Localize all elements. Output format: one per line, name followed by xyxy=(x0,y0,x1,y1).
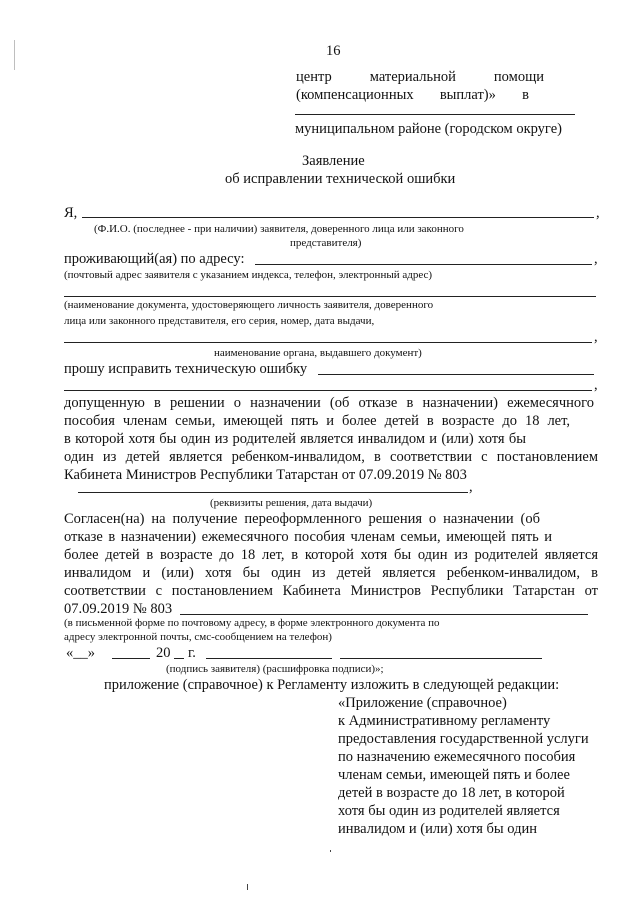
error-field-line[interactable] xyxy=(318,374,594,375)
fio-hint: (Ф.И.О. (последнее - при наличии) заявителя, доверенного лица или законного xyxy=(94,223,464,235)
document-hint: (наименование документа, удостоверяющего личность заявителя, доверенного xyxy=(64,299,434,311)
appendix-line: по назначению ежемесячного пособия xyxy=(338,749,576,765)
document-subtitle: об исправлении технической ошибки xyxy=(225,171,456,187)
scan-dot-mark xyxy=(247,884,248,890)
appendix-line: членам семьи, имеющей пять и более xyxy=(338,767,570,783)
signature-transcript-line[interactable] xyxy=(340,658,542,659)
address-label: проживающий(ая) по адресу: xyxy=(64,251,245,267)
appendix-line: предоставления государственной услуги xyxy=(338,731,589,747)
header-word: (компенсационных xyxy=(296,87,414,103)
paragraph-2-line: отказе в назначении) ежемесячного пособия членам семьи, имеющей пять и xyxy=(64,529,552,545)
appendix-line: к Административному регламенту xyxy=(338,713,551,729)
appendix-intro: приложение (справочное) к Регламенту изложить в следующей редакции: xyxy=(104,677,560,693)
paragraph-1-line: пособия членам семьи, имеющей пять и более детей в возрасте до 18 лет, xyxy=(64,413,570,429)
header-line-2 xyxy=(296,86,529,104)
document-title: Заявление xyxy=(302,153,365,169)
organ-hint: наименование органа, выдавшего документ) xyxy=(214,347,422,359)
date-year-suffix: г. xyxy=(188,645,196,661)
fio-field-line[interactable] xyxy=(82,217,594,218)
paragraph-1-line: один из детей является ребенком-инвалидом, в соответствии с постановлением xyxy=(64,449,598,465)
signature-line[interactable] xyxy=(206,658,332,659)
paragraph-1-line: допущенную в решении о назначении (об отказе в назначении) ежемесячного xyxy=(64,395,594,411)
header-word: выплат)» xyxy=(439,87,496,103)
document-field-line[interactable] xyxy=(64,296,596,297)
paragraph-2-line: соответствии с постановлением Кабинета Министров Республики Татарстан от xyxy=(64,583,598,599)
error-field-line-2[interactable] xyxy=(64,390,592,391)
appendix-line: хотя бы один из родителей является xyxy=(338,803,560,819)
appendix-line: инвалидом и (или) хотя бы один xyxy=(338,821,537,837)
header-word: помощи xyxy=(493,69,544,85)
header-line-3: муниципальном районе (городском округе) xyxy=(295,121,562,137)
scan-edge-mark xyxy=(14,40,15,70)
decision-hint: (реквизиты решения, дата выдачи) xyxy=(210,497,373,509)
address-hint: (почтовый адрес заявителя с указанием индекса, телефон, электронный адрес) xyxy=(64,269,433,281)
document-hint-2: лица или законного представителя, его серия, номер, дата выдачи, xyxy=(64,315,375,327)
paragraph-2-last: 07.09.2019 № 803 xyxy=(64,601,173,617)
comma: , xyxy=(469,479,473,495)
header-word: центр xyxy=(296,69,332,85)
delivery-hint: (в письменной форме по почтовому адресу, в форме электронного документа по xyxy=(64,617,440,629)
ya-label: Я, xyxy=(64,205,78,221)
signature-hint: (подпись заявителя) (расшифровка подписи)»; xyxy=(166,663,384,675)
address-field-line[interactable] xyxy=(255,264,592,265)
paragraph-1-line: в которой хотя бы один из родителей является инвалидом и (или) хотя бы xyxy=(64,431,526,447)
date-day: «__» xyxy=(66,645,95,661)
header-word: материальной xyxy=(369,69,456,85)
paragraph-1-line: Кабинета Министров Республики Татарстан от 07.09.2019 № 803 xyxy=(64,467,467,483)
comma: , xyxy=(596,205,600,221)
fio-hint-2: представителя) xyxy=(290,237,362,249)
date-year-line[interactable] xyxy=(174,658,184,659)
request-label: прошу исправить техническую ошибку xyxy=(64,361,308,377)
organ-field-line[interactable] xyxy=(64,342,592,343)
delivery-field-line[interactable] xyxy=(180,614,588,615)
header-line-1 xyxy=(296,68,544,86)
comma: , xyxy=(594,377,598,393)
page-number: 16 xyxy=(326,43,341,59)
delivery-hint-2: адресу электронной почты, смс-сообщением на телефон) xyxy=(64,631,332,643)
date-month-line[interactable] xyxy=(112,658,150,659)
comma: , xyxy=(594,251,598,267)
header-word: в xyxy=(522,87,529,103)
paragraph-2-line: инвалидом и (или) хотя бы один из детей является ребенком-инвалидом, в xyxy=(64,565,598,581)
date-year-prefix: 20 xyxy=(156,645,171,661)
comma: , xyxy=(594,329,598,345)
appendix-line: детей в возрасте до 18 лет, в которой xyxy=(338,785,565,801)
paragraph-2-line: Согласен(на) на получение переоформленного решения о назначении (об xyxy=(64,511,540,527)
appendix-line: «Приложение (справочное) xyxy=(338,695,507,711)
scan-dot-mark xyxy=(330,850,331,852)
header-blank-line xyxy=(295,114,575,115)
paragraph-2-line: более детей в возрасте до 18 лет, в которой хотя бы один из родителей является xyxy=(64,547,598,563)
decision-field-line[interactable] xyxy=(78,492,468,493)
